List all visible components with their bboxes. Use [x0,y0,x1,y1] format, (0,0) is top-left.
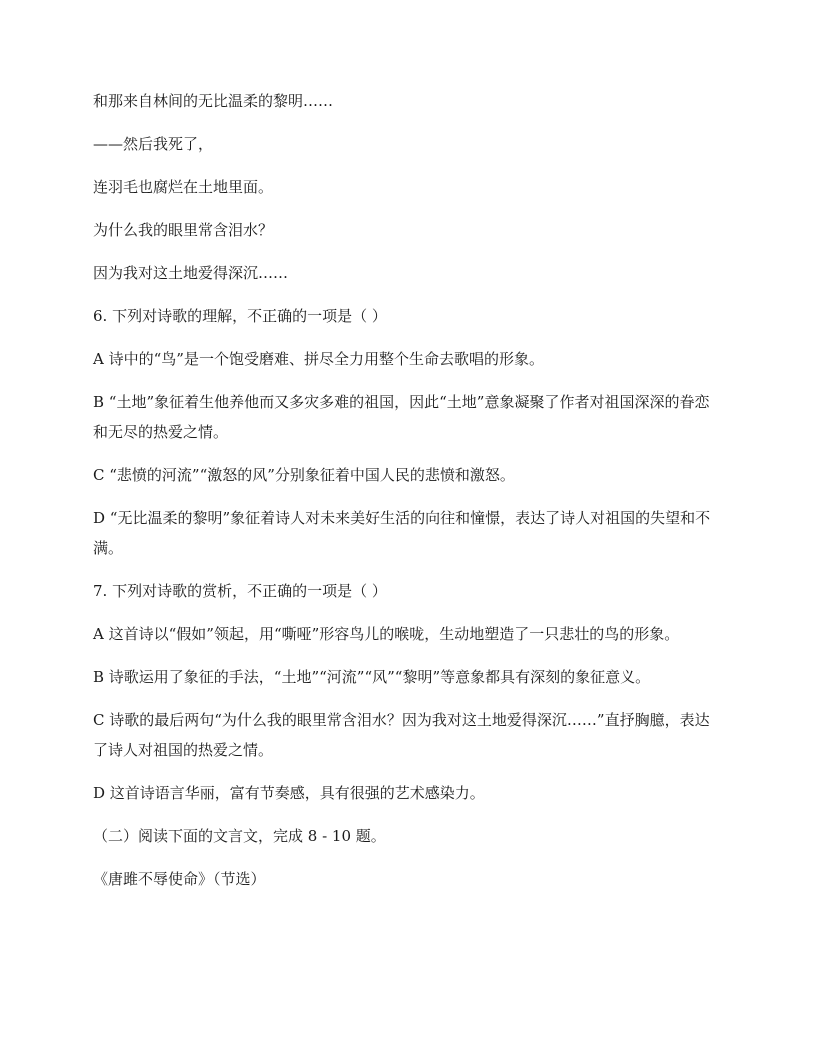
poem-line-3: 连羽毛也腐烂在土地里面。 [93,178,274,196]
question-7-option-a: A 这首诗以“假如”领起，用“嘶哑”形容鸟儿的喉咙，生动地塑造了一只悲壮的鸟的形象。 [93,625,680,643]
poem-line-2: ——然后我死了， [93,135,214,153]
poem-line-1: 和那来自林间的无比温柔的黎明…… [93,92,334,110]
question-7-option-b: B 诗歌运用了象征的手法，“土地”“河流”“风”“黎明”等意象都具有深刻的象征意义。 [93,668,651,686]
section-heading: （二）阅读下面的文言文，完成 8 - 10 题。 [93,827,386,845]
question-6-option-a: A 诗中的“鸟”是一个饱受磨难、拼尽全力用整个生命去歌唱的形象。 [93,350,544,368]
question-7-option-c: C 诗歌的最后两句“为什么我的眼里常含泪水？因为我对这土地爱得深沉……”直抒胸臆，表达了诗人对祖国的热爱之情。 [93,711,710,759]
question-7-stem: 7. 下列对诗歌的赏析，不正确的一项是（ ） [93,582,387,600]
poem-line-5: 因为我对这土地爱得深沉…… [93,264,289,282]
question-6-option-b: B “土地”象征着生他养他而又多灾多难的祖国，因此“土地”意象凝聚了作者对祖国深深的眷恋和无尽的热爱之情。 [93,393,710,441]
question-6-stem: 6. 下列对诗歌的理解，不正确的一项是（ ） [93,307,387,325]
passage-title: 《唐雎不辱使命》（节选） [93,870,266,888]
question-6-option-c: C “悲愤的河流”“激怒的风”分别象征着中国人民的悲愤和激怒。 [93,466,515,484]
document-page [93,86,723,907]
question-6-option-d: D “无比温柔的黎明”象征着诗人对未来美好生活的向往和憧憬，表达了诗人对祖国的失望和不满。 [93,509,711,557]
question-7-option-d: D 这首诗语言华丽，富有节奏感，具有很强的艺术感染力。 [93,784,485,802]
poem-line-4: 为什么我的眼里常含泪水？ [93,221,274,239]
